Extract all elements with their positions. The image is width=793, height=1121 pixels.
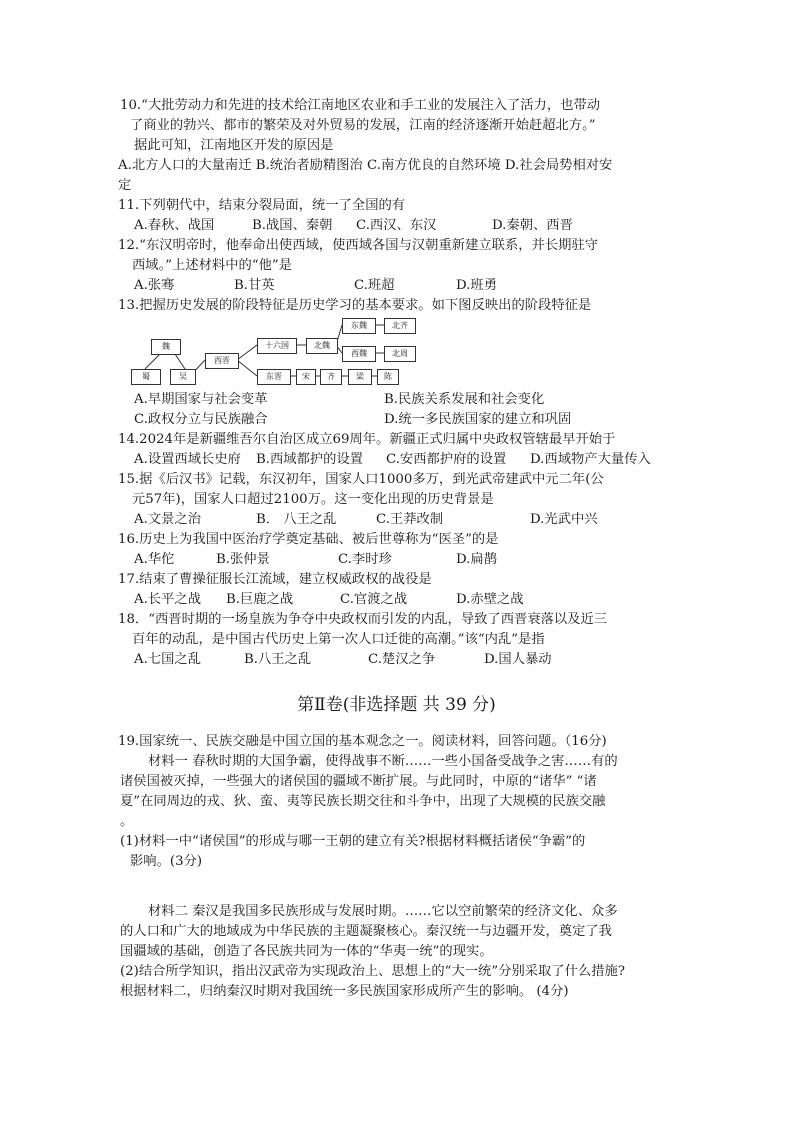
q19-stem: 19.国家统一、民族交融是中国立国的基本观念之一。阅读材料，回答问题。（16分) xyxy=(118,734,607,749)
box-wu: 吴 xyxy=(170,369,196,385)
q16-option-d: D.扁鹊 xyxy=(456,552,498,567)
q19-material1-line-4: 。 xyxy=(120,814,134,829)
q19-subq1-line-2: 影响。(3分) xyxy=(130,854,203,869)
q19-subq2-line-1: (2)结合所学知识，指出汉武帝为实现政治上、思想上的“大一统”分别采取了什么措施? xyxy=(120,964,625,979)
q18-line-1: 18．“西晋时期的一场皇族为争夺中央政权而引发的内乱，导致了西晋衰落以及近三 xyxy=(118,612,608,627)
q19-subq2-line-2: 根据材料二，归纳秦汉时期对我国统一多民族国家形成所产生的影响。 (4分) xyxy=(120,984,569,999)
q13-option-a: A.早期国家与社会变革 xyxy=(134,392,268,407)
q19-material2-line-2: 的人口和广大的地域成为中华民族的主题凝聚核心。秦汉统一与边疆开发，奠定了我 xyxy=(120,924,612,939)
q17-option-a: A.长平之战 xyxy=(134,592,202,607)
q17-option-c: C.官渡之战 xyxy=(340,592,408,607)
q19-subq1-line-1: (1)材料一中“诸侯国”的形成与哪一王朝的建立有关?根据材料概括诸侯“争霸”的 xyxy=(120,834,586,849)
q15-option-c: C.王莽改制 xyxy=(376,512,444,527)
q12-line-1: 12.“东汉明帝时，他奉命出使西域，使西域各国与汉朝重新建立联系，并长期驻守 xyxy=(118,238,599,253)
q12-option-b: B.甘英 xyxy=(234,278,275,293)
q11-option-c: C.西汉、东汉 xyxy=(356,218,437,233)
connector-xijin-dongjin xyxy=(237,360,257,376)
box-dongjin: 东晋 xyxy=(257,369,291,385)
q15-line-2: 元57年)，国家人口超过2100万。这一变化出现的历史背景是 xyxy=(132,492,494,507)
box-dongwei: 东魏 xyxy=(342,318,376,334)
box-xijin: 西晋 xyxy=(205,353,239,369)
q17-option-d: D.赤壁之战 xyxy=(456,592,524,607)
q14-stem: 14.2024年是新疆维吾尔自治区成立69周年。新疆正式归属中央政权管辖最早开始于 xyxy=(118,432,616,447)
q12-option-c: C.班超 xyxy=(354,278,395,293)
q13-option-d: D.统一多民族国家的建立和巩固 xyxy=(384,412,572,427)
q14-option-d: D.西域物产大量传入 xyxy=(530,452,651,467)
q14-option-a: A.设置西域长史府 xyxy=(134,452,241,467)
q19-material1-line-1: 材料一 春秋时期的大国争霸，使得战事不断……一些小国备受战争之害……有的 xyxy=(148,754,618,769)
q18-option-d: D.国人暴动 xyxy=(484,652,552,667)
q15-line-1: 15.据《后汉书》记载，东汉初年，国家人口1000多万，到光武帝建武中元二年(公 xyxy=(118,472,604,487)
q13-option-c: C.政权分立与民族融合 xyxy=(134,412,268,427)
box-shu: 蜀 xyxy=(131,369,161,385)
box-wei: 魏 xyxy=(151,339,181,355)
connector-xijin-shiliuguo xyxy=(237,345,257,360)
section-2-title: 第Ⅱ卷(非选择题 共 39 分) xyxy=(297,695,496,715)
q18-line-2: 百年的动乱，是中国古代历史上第一次人口迁徙的高潮。”该“内乱”是指 xyxy=(132,632,545,647)
q16-option-c: C.李时珍 xyxy=(338,552,392,567)
connector-wei-wu xyxy=(175,354,185,369)
q10-line-3: 据此可知，江南地区开发的原因是 xyxy=(134,138,334,153)
q16-option-b: B.张仲景 xyxy=(216,552,270,567)
q15-option-b: B． 八王之乱 xyxy=(256,512,337,527)
q10-options-line: A.北方人口的大量南迁 B.统治者励精图治 C.南方优良的自然环境 D.社会局势相对安 xyxy=(118,158,613,173)
box-beiwei: 北魏 xyxy=(306,338,338,354)
box-beiqi: 北齐 xyxy=(384,318,416,334)
q19-material1-line-3: 夏”在同周边的戎、狄、蛮、夷等民族长期交往和斗争中，出现了大规模的民族交融 xyxy=(120,794,606,809)
box-qi: 齐 xyxy=(320,369,342,385)
q10-line-1: 10.“大批劳动力和先进的技术给江南地区农业和手工业的发展注入了活力，也带动 xyxy=(120,98,601,113)
q16-stem: 16.历史上为我国中医治疗学奠定基础、被后世尊称为“医圣”的是 xyxy=(118,532,499,547)
q12-option-a: A.张骞 xyxy=(134,278,175,293)
box-shiliuguo: 十六国 xyxy=(257,338,297,354)
q15-option-d: D.光武中兴 xyxy=(530,512,598,527)
box-chen: 陈 xyxy=(377,369,399,385)
box-xiwei: 西魏 xyxy=(342,346,376,362)
q11-option-d: D.秦朝、西晋 xyxy=(492,218,573,233)
q11-option-a: A.春秋、战国 xyxy=(134,218,215,233)
q19-material1-line-2: 诸侯国被灭掉，一些强大的诸侯国的疆域不断扩展。与此同时，中原的“诸华” “诸 xyxy=(120,774,597,789)
q17-option-b: B.巨鹿之战 xyxy=(226,592,294,607)
q17-stem: 17.结束了曹操征服长江流域，建立权威政权的战役是 xyxy=(118,572,432,587)
connector-shu-wei xyxy=(145,354,160,369)
q14-option-b: B.西域都护的设置 xyxy=(256,452,364,467)
q14-option-c: C.安西都护府的设置 xyxy=(386,452,507,467)
q13-stem: 13.把握历史发展的阶段特征是历史学习的基本要求。如下图反映出的阶段特征是 xyxy=(118,298,592,313)
q18-option-a: A.七国之乱 xyxy=(134,652,202,667)
q11-stem: 11.下列朝代中，结束分裂局面，统一了全国的有 xyxy=(118,198,406,213)
q12-option-d: D.班勇 xyxy=(456,278,498,293)
q19-material2-line-3: 国疆域的基础，创造了各民族共同为一体的“华夷一统”的现实。 xyxy=(120,944,493,959)
q13-option-b: B.民族关系发展和社会变化 xyxy=(384,392,545,407)
box-liang: 梁 xyxy=(348,369,372,385)
box-song: 宋 xyxy=(296,369,316,385)
q16-option-a: A.华佗 xyxy=(134,552,175,567)
q19-material2-line-1: 材料二 秦汉是我国多民族形成与发展时期。……它以空前繁荣的经济文化、众多 xyxy=(148,904,618,919)
q12-line-2: 西域。”上述材料中的“他”是 xyxy=(132,258,293,273)
q10-options-wrap: 定 xyxy=(118,178,132,193)
box-beizhou: 北周 xyxy=(384,346,416,362)
q10-line-2: 了商业的勃兴、都市的繁荣及对外贸易的发展，江南的经济逐渐开始赶超北方。” xyxy=(130,118,596,133)
q15-option-a: A.文景之治 xyxy=(134,512,202,527)
q18-option-b: B.八王之乱 xyxy=(244,652,312,667)
q18-option-c: C.楚汉之争 xyxy=(368,652,436,667)
q11-option-b: B.战国、秦朝 xyxy=(252,218,333,233)
